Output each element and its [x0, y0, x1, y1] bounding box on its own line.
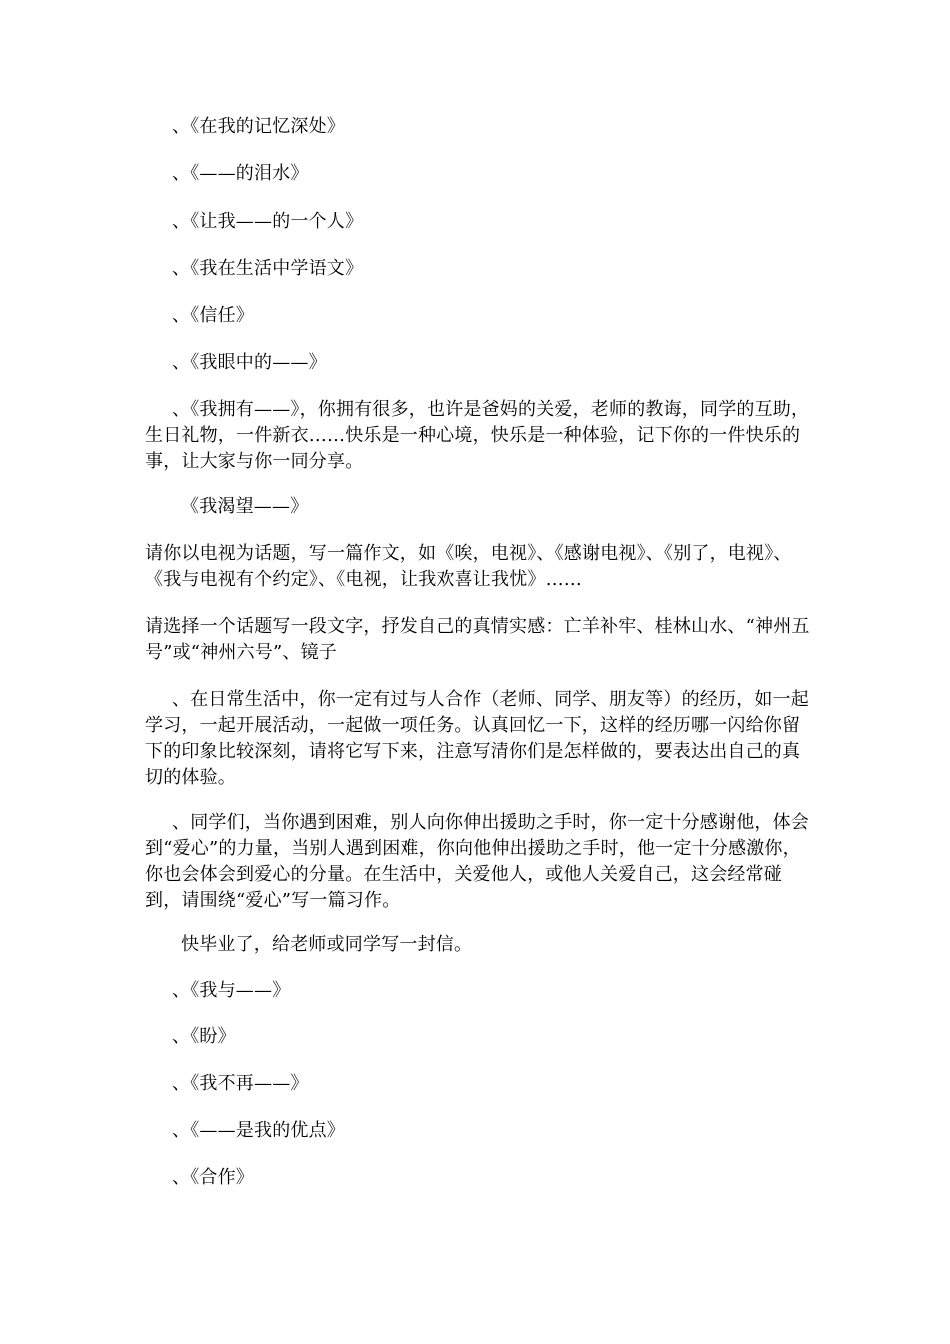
topic-item-9: 请你以电视为话题，写一篇作文，如《唉，电视》、《感谢电视》、《别了，电视》、《我与电视有个约定》、《电视，让我欢喜让我忧》……	[145, 543, 792, 590]
topic-item-16: 、《我不再——》	[172, 1073, 309, 1094]
topic-item-14: 、《我与——》	[172, 980, 291, 1001]
topic-item-12: 、同学们，当你遇到困难，别人向你伸出援助之手时，你一定十分感谢他，体会到“爱心”的力量，当别人遇到困难，你向他伸出援助之手时，他一定十分感激你，你也会体会到爱心的分量。在生活中，关爱他人，或他人关爱自己，这会经常碰到，请围绕“爱心”写一篇习作。	[145, 812, 809, 911]
topic-item-7: 、《我拥有——》，你拥有很多，也许是爸妈的关爱，老师的教诲，同学的互助，生日礼物，一件新衣……快乐是一种心境，快乐是一种体验，记下你的一件快乐的事，让大家与你一同分享。	[145, 399, 810, 472]
topic-item-4: 、《我在生活中学语文》	[172, 258, 364, 279]
topic-item-10: 请选择一个话题写一段文字，抒发自己的真情实感：亡羊补牢、桂林山水、“神州五号”或“神州六号”、镜子	[145, 616, 810, 663]
topic-item-13: 快毕业了，给老师或同学写一封信。	[181, 934, 473, 955]
topic-item-1: 、《在我的记忆深处》	[172, 116, 345, 137]
topic-item-2: 、《——的泪水》	[172, 163, 309, 184]
topic-item-11: 、在日常生活中，你一定有过与人合作（老师、同学、朋友等）的经历，如一起学习，一起开展活动，一起做一项任务。认真回忆一下，这样的经历哪一闪给你留下的印象比较深刻，请将它写下来，注意写清你们是怎样做的，要表达出自己的真切的体验。	[145, 689, 809, 788]
topic-item-5: 、《信任》	[172, 305, 254, 326]
topic-item-18: 、《合作》	[172, 1167, 254, 1188]
topic-item-6: 、《我眼中的——》	[172, 352, 327, 373]
topic-item-3: 、《让我——的一个人》	[172, 211, 364, 232]
topic-item-15: 、《盼》	[172, 1026, 236, 1047]
topic-item-17: 、《——是我的优点》	[172, 1120, 345, 1141]
topic-item-8: 《我渴望——》	[181, 496, 309, 517]
